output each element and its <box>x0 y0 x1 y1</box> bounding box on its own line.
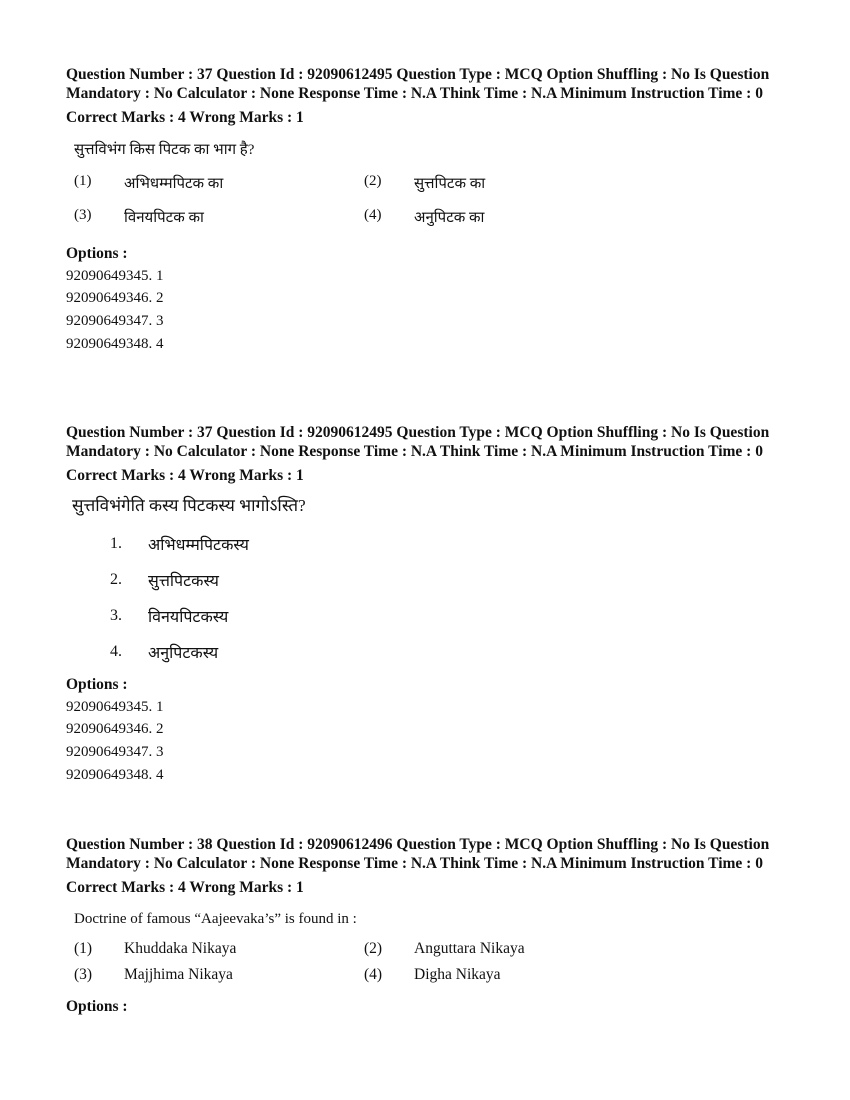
question-header: Question Number : 37 Question Id : 92090612495 Question Type : MCQ Option Shuffling : No Is Question Mandatory : No Calculator : None Response Time : N.A Think Time : N.A Minimum Instruction Time : 0 <box>66 66 770 102</box>
question-block-1 <box>66 66 796 356</box>
question-header: Question Number : 37 Question Id : 92090612495 Question Type : MCQ Option Shuffling : No Is Question Mandatory : No Calculator : None Response Time : N.A Think Time : N.A Minimum Instruction Time : 0 <box>66 424 770 460</box>
option-id: 92090649347. 3 <box>66 313 164 330</box>
options-label: Options : <box>66 675 128 693</box>
option-4: (4) अनुपिटक का <box>364 206 485 226</box>
option-2: 2. सुत्तपिटकस्य <box>110 570 219 590</box>
option-2: (2) सुत्तपिटक का <box>364 172 486 192</box>
question-text: सुत्तविभंगेति कस्य पिटकस्य भागोऽस्ति? <box>72 495 306 515</box>
question-header: Question Number : 38 Question Id : 92090612496 Question Type : MCQ Option Shuffling : No Is Question Mandatory : No Calculator : None Response Time : N.A Think Time : N.A Minimum Instruction Time : 0 <box>66 836 770 872</box>
option-4: (4) Digha Nikaya <box>364 965 501 983</box>
option-id-list <box>66 696 796 787</box>
marks-line: Correct Marks : 4 Wrong Marks : 1 <box>66 466 304 484</box>
question-text: सुत्तविभंग किस पिटक का भाग है? <box>74 141 255 158</box>
option-grid <box>66 940 796 984</box>
option-3: (3) Majjhima Nikaya <box>74 965 233 983</box>
marks-line: Correct Marks : 4 Wrong Marks : 1 <box>66 108 304 126</box>
question-block-3 <box>66 836 796 1016</box>
option-id: 92090649348. 4 <box>66 335 164 352</box>
option-grid <box>66 173 796 227</box>
options-label: Options : <box>66 997 128 1015</box>
option-3: (3) विनयपिटक का <box>74 206 204 226</box>
option-4: 4. अनुपिटकस्य <box>110 642 219 662</box>
option-id: 92090649348. 4 <box>66 766 164 783</box>
option-3: 3. विनयपिटकस्य <box>110 606 229 626</box>
option-1: (1) Khuddaka Nikaya <box>74 939 237 957</box>
option-id: 92090649345. 1 <box>66 267 164 284</box>
option-id: 92090649346. 2 <box>66 290 164 307</box>
question-text: Doctrine of famous “Aajeevaka’s” is found in : <box>74 910 357 927</box>
options-label: Options : <box>66 244 128 262</box>
option-1: (1) अभिधम्मपिटक का <box>74 172 224 192</box>
marks-line: Correct Marks : 4 Wrong Marks : 1 <box>66 878 304 896</box>
option-id: 92090649345. 1 <box>66 698 164 715</box>
option-id: 92090649347. 3 <box>66 744 164 761</box>
option-id-list <box>66 265 796 356</box>
option-list <box>66 526 796 670</box>
option-id: 92090649346. 2 <box>66 721 164 738</box>
option-2: (2) Anguttara Nikaya <box>364 939 525 957</box>
option-1: 1. अभिधम्मपिटकस्य <box>110 534 249 554</box>
question-block-2 <box>66 424 796 787</box>
